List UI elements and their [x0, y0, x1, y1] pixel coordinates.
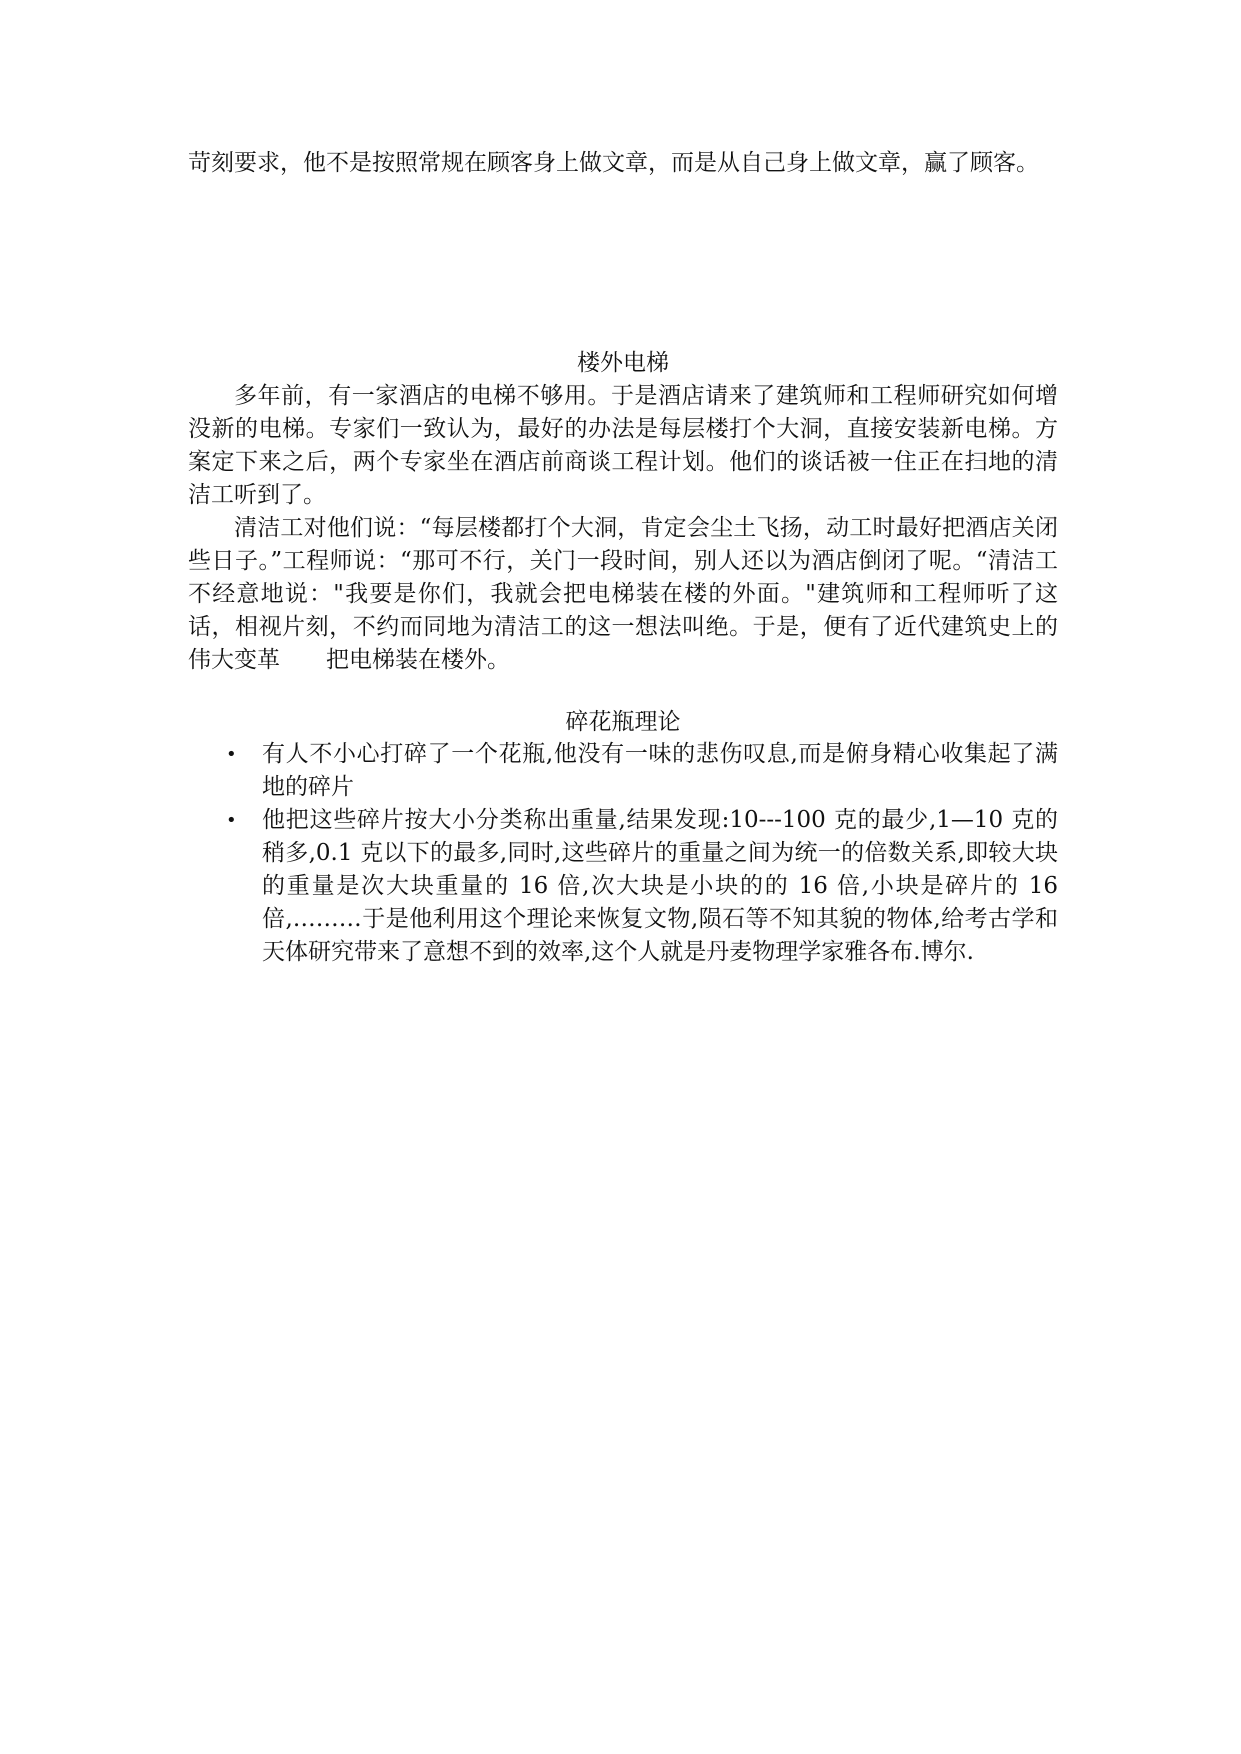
bullet-icon: • — [226, 810, 237, 831]
list-item — [188, 738, 1058, 804]
story-paragraph-2: 清洁工对他们说：“每层楼都打个大洞，肯定会尘土飞扬，动工时最好把酒店关闭些日子。”工程师说：“那可不行，关门一段时间，别人还以为酒店倒闭了呢。“清洁工不经意地说："我要是你们，我就会把电梯装在楼的外面。"建筑师和工程师听了这话，相视片刻，不约而同地为清洁工的这一想法叫绝。于是，便有了近代建筑史上的伟大变革 把电梯装在楼外。 — [188, 515, 1058, 673]
list-item-text: 他把这些碎片按大小分类称出重量,结果发现:10---100 克的最少,1—10 克的稍多,0.1 克以下的最多,同时,这些碎片的重量之间为统一的倍数关系,即较大块的重量是次大块重量的 16 倍,次大块是小块的的 16 倍,小块是碎片的 16 倍,………于是他利用这个理论来恢复文物,陨石等不知其貌的物体,给考古学和天体研究带来了意想不到的效率,这个人就是丹麦物理学家雅各布.博尔. — [262, 807, 1058, 965]
vase-theory-list — [188, 738, 1058, 969]
elevator-story — [188, 380, 1058, 677]
continued-paragraph: 苛刻要求，他不是按照常规在顾客身上做文章，而是从自己身上做文章，赢了顾客。 — [188, 150, 1039, 176]
list-item — [188, 804, 1058, 969]
section-title-vase-theory: 碎花瓶理论 — [565, 709, 681, 735]
story-paragraph-1: 多年前，有一家酒店的电梯不够用。于是酒店请来了建筑师和工程师研究如何增没新的电梯。专家们一致认为，最好的办法是每层楼打个大洞，直接安装新电梯。方案定下来之后，两个专家坐在酒店前商谈工程计划。他们的谈话被一住正在扫地的清洁工听到了。 — [188, 383, 1058, 508]
list-item-text: 有人不小心打碎了一个花瓶,他没有一味的悲伤叹息,而是俯身精心收集起了满地的碎片 — [262, 741, 1058, 800]
bullet-icon: • — [226, 744, 237, 765]
section-title-elevator: 楼外电梯 — [577, 350, 669, 376]
